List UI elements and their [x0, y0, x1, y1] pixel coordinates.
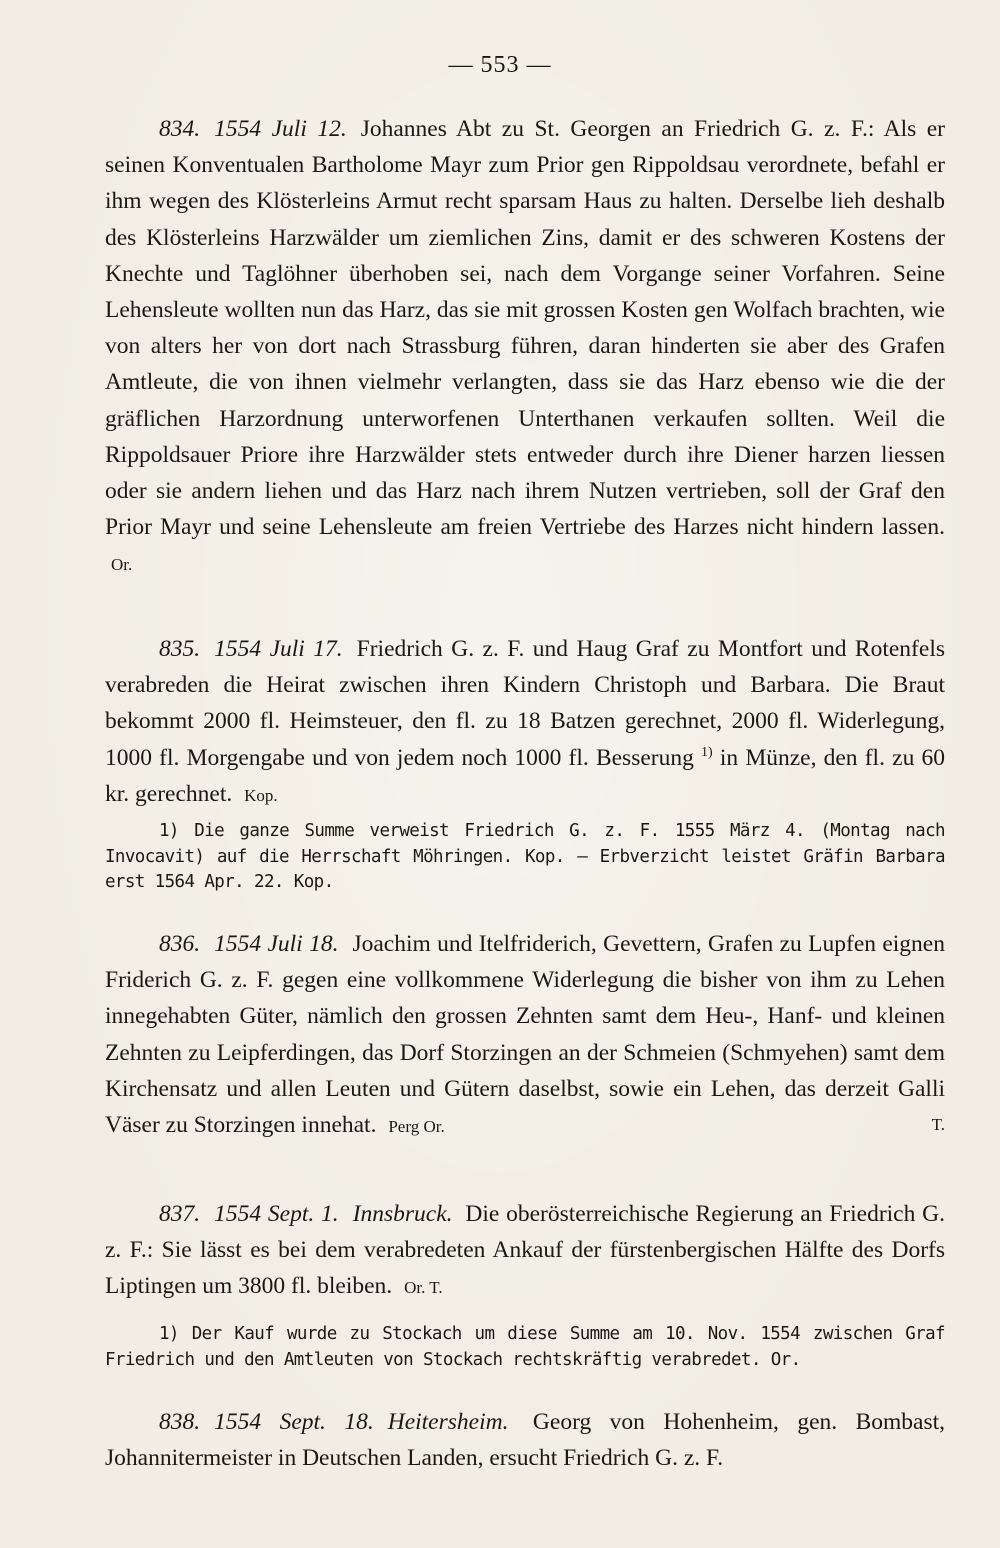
footnote-text: 1) Die ganze Summe verweist Friedrich G. z. F. 1555 März 4. (Montag nach Invocavit) auf die Herrschaft Möhringen. Kop. — Erbverzicht leistet Gräfin Barbara erst 1564 Apr. 22. Kop.	[105, 821, 945, 892]
footnote-marker: 1)	[701, 744, 713, 760]
entry-text: Joachim und Itelfriderich, Gevettern, Grafen zu Lupfen eignen Friderich G. z. F. gegen eine vollkommene Widerlegung die bisher von ihm zu Lehen innegehabten Güter, nämlich den grossen Zehnten samt dem Heu-, Hanf- und kleinen Zehnten zu Leipferdingen, das Dorf Storzingen an der Schmeien (Schmyehen) samt dem Kirchensatz und allen Leuten und Gütern daselbst, sowie ein Lehen, das derzeit Galli Väser zu Storzingen innehat.	[105, 931, 945, 1139]
source-note: Kop.	[244, 785, 278, 805]
entry-837	[105, 1196, 945, 1307]
entry-number: 837.	[159, 1201, 201, 1227]
entry-date: 1554 Sept. 1.	[214, 1201, 339, 1227]
footnote-text: 1) Der Kauf wurde zu Stockach um diese Summe am 10. Nov. 1554 zwischen Graf Friedrich und den Amtleuten von Stockach rechtskräftig verabredet. Or.	[105, 1324, 945, 1370]
entry-number: 838.	[159, 1409, 201, 1435]
source-note: Or.	[111, 555, 133, 575]
entry-text: Georg von Hohenheim, gen. Bombast, Johannitermeister in Deutschen Landen, ersucht Friedrich G. z. F.	[105, 1409, 945, 1472]
page-number: — 553 —	[448, 52, 552, 78]
entry-date: 1554 Juli 18.	[214, 931, 339, 957]
source-note-right: T.	[931, 1115, 945, 1135]
entry-text-continued: in Münze, den fl. zu 60 kr. gerechnet.	[105, 744, 945, 807]
footnote-837	[105, 1322, 945, 1373]
source-note: Or. T.	[404, 1278, 443, 1298]
entry-838	[105, 1404, 945, 1476]
entry-date: 1554 Juli 17.	[214, 636, 343, 662]
entry-836	[105, 926, 945, 1145]
entry-number: 835.	[159, 636, 201, 662]
source-note: Perg Or.	[388, 1117, 445, 1137]
entry-835	[105, 631, 945, 814]
entry-number: 834.	[159, 116, 201, 142]
entry-place: Heitersheim.	[387, 1409, 509, 1435]
footnote-835	[105, 819, 945, 896]
entry-834	[105, 111, 945, 584]
entry-text: Friedrich G. z. F. und Haug Graf zu Montfort und Rotenfels verabreden die Heirat zwischen ihren Kindern Christoph und Barbara. Die Braut bekommt 2000 fl. Heimsteuer, den fl. zu 18 Batzen gerechnet, 2000 fl. Widerlegung, 1000 fl. Morgengabe und von jedem noch 1000 fl. Besserung	[105, 636, 945, 771]
entry-text: Die oberösterreichische Regierung an Friedrich G. z. F.: Sie lässt es bei dem verabredeten Ankauf der fürstenbergischen Hälfte des Dorfs Liptingen um 3800 fl. bleiben.	[105, 1201, 945, 1300]
entry-number: 836.	[159, 931, 201, 957]
entry-date: 1554 Sept. 18.	[214, 1409, 374, 1435]
entry-text: Johannes Abt zu St. Georgen an Friedrich G. z. F.: Als er seinen Konventualen Bartholome Mayr zum Prior gen Rippoldsau verordnete, befahl er ihm wegen des Klösterleins Armut recht sparsam Haus zu halten. Derselbe lieh deshalb des Klösterleins Harzwälder um ziemlichen Zins, damit er des schweren Kostens der Knechte und Taglöhner überhoben sei, nach dem Vorgange seiner Vorfahren. Seine Lehensleute wollten nun das Harz, das sie mit grossen Kosten gen Wolfach brachten, wie von alters her von dort nach Strassburg führen, daran hinderten sie aber des Grafen Amtleute, die von ihnen vielmehr verlangten, dass sie das Harz ebenso wie die der gräflichen Harzordnung unterworfenen Unterthanen verkaufen sollten. Weil die Rippoldsauer Priore ihre Harzwälder stets entweder durch ihre Diener harzen liessen oder sie andern liehen und das Harz nach ihrem Nutzen vertrieben, soll der Graf den Prior Mayr und seine Lehensleute am freien Vertriebe des Harzes nicht hindern lassen.	[105, 116, 945, 541]
entry-date: 1554 Juli 12.	[214, 116, 347, 142]
entry-place: Innsbruck.	[352, 1201, 453, 1227]
